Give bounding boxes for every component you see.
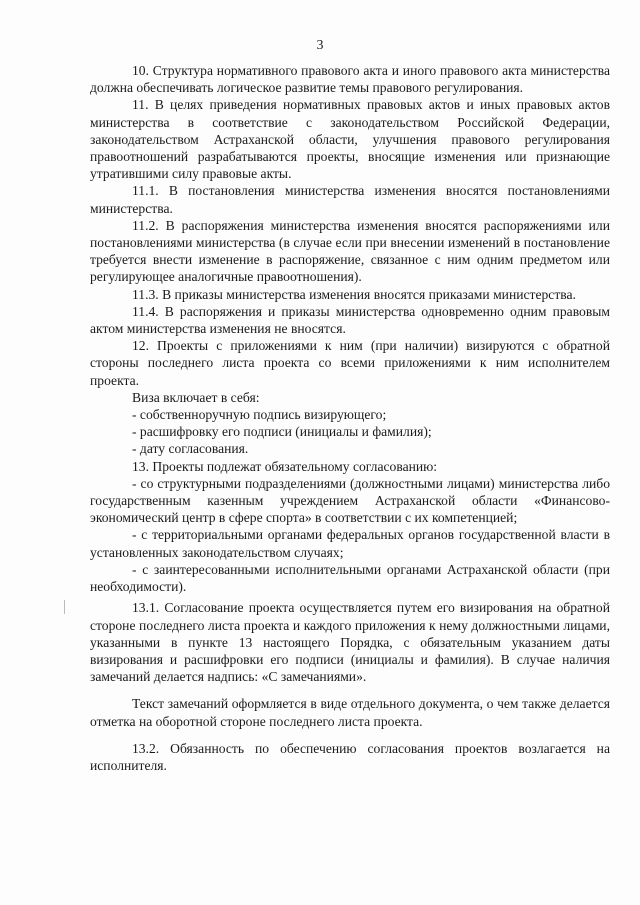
visa-item-transcript: - расшифровку его подписи (инициалы и фамилия); [132, 424, 432, 440]
paragraph-11-3: 11.3. В приказы министерства изменения вносятся приказами министерства. [132, 286, 576, 302]
paragraph-10: 10. Структура нормативного правового акта и иного правового акта министерства должна обеспечивать логическое развитие темы правового регулирования. [90, 63, 610, 96]
visa-item-signature: - собственноручную подпись визирующего; [132, 407, 387, 423]
document-body [90, 62, 610, 774]
paragraph-11: 11. В целях приведения нормативных правовых актов и иных правовых актов министерства в соответствие с законодательством Российской Федерации, законодательством Астраханской области, улучшения правового регулирования правоотношений разрабатываются проекты, вносящие изменения или признающие утратившими силу правовые акты. [90, 97, 610, 182]
approval-item-federal: - с территориальными органами федеральных органов государственной власти в установленных законодательством случаях; [90, 527, 610, 560]
visa-intro: Виза включает в себя: [132, 389, 260, 405]
page-number: 3 [316, 38, 324, 53]
paragraph-13-1: 13.1. Согласование проекта осуществляется путем его визирования на обратной стороне последнего листа проекта и каждого приложения к нему должностными лицами, указанными в пункте 13 настоящего Порядка, с обязательным указанием даты визирования и расшифровки его подписи (инициалы и фамилия). В случае наличия замечаний делается надпись: «С замечаниями». [90, 600, 610, 685]
paragraph-11-1: 11.1. В постановления министерства изменения вносятся постановлениями министерства. [90, 183, 610, 216]
paragraph-11-4: 11.4. В распоряжения и приказы министерства одновременно одним правовым актом министерства изменения не вносятся. [90, 303, 610, 337]
scan-artifact [64, 600, 65, 614]
approval-item-structural: - со структурными подразделениями (должностными лицами) министерства либо государственным казенным учреждением Астраханской области «Финансово-экономический центр в сфере спорта» в соответствии с их компетенцией; [90, 475, 610, 526]
visa-item-date: - дату согласования. [132, 441, 249, 457]
paragraph-12: 12. Проекты с приложениями к ним (при наличии) визируются с обратной стороны последнего листа проекта со всеми приложениями к ним исполнителем проекта. [90, 338, 610, 388]
paragraph-13-2: 13.2. Обязанность по обеспечению согласования проектов возлагается на исполнителя. [90, 740, 610, 773]
remarks-paragraph: Текст замечаний оформляется в виде отдельного документа, о чем также делается отметка на оборотной стороне последнего листа проекта. [90, 696, 610, 729]
approval-item-regional: - с заинтересованными исполнительными органами Астраханской области (при необходимости). [90, 561, 610, 595]
paragraph-13: 13. Проекты подлежат обязательному согласованию: [132, 458, 438, 474]
paragraph-11-2: 11.2. В распоряжения министерства изменения вносятся распоряжениями или постановлениями министерства (в случае если при внесении изменений в постановление требуется внести изменение в распоряжение, связанное с ним одним предметом или регулирующее аналогичные правоотношения). [90, 217, 610, 285]
